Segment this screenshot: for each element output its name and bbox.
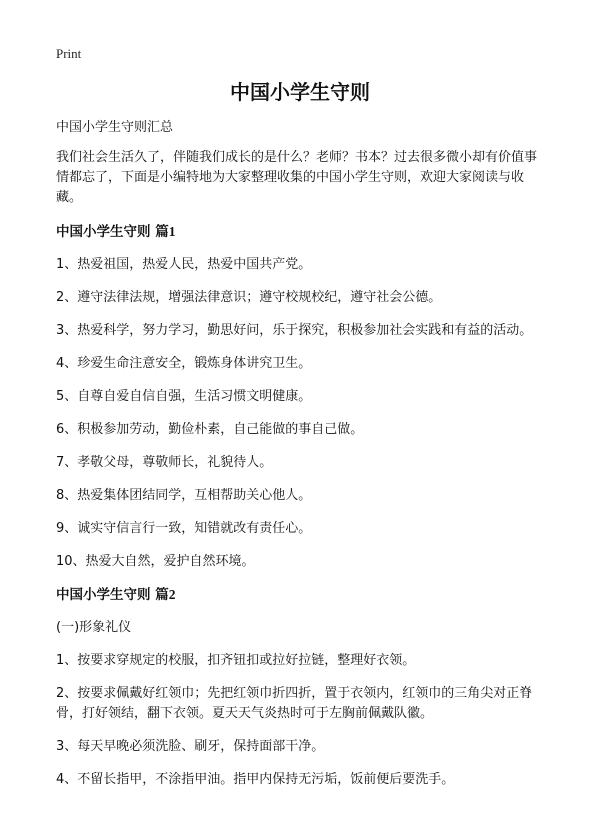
article-body <box>56 118 548 803</box>
section-1-heading <box>56 222 548 242</box>
rule-item: 2、按要求佩戴好红领巾；先把红领巾折四折，置于衣领内，红领巾的三角尖对正脊骨，打好领结，翻下衣领。夏天天气炎热时可于左胸前佩戴队徽。 <box>56 686 533 721</box>
page-title: 中国小学生守则 <box>230 80 370 104</box>
print-link[interactable]: Print <box>56 46 82 61</box>
section-2-heading-number: 2 <box>168 587 176 602</box>
section-1-heading-text: 中国小学生守则 篇 <box>56 224 169 240</box>
section-2 <box>56 585 548 790</box>
rule-item: 1、热爱祖国，热爱人民，热爱中国共产党。 <box>56 257 312 272</box>
intro-paragraph: 我们社会生活久了，伴随我们成长的是什么？老师？书本？过去很多微小却有价值事情都忘了，下面是小编特地为大家整理收集的中国小学生守则，欢迎大家阅读与收藏。 <box>56 150 538 205</box>
section-2-heading <box>56 585 548 605</box>
rule-item: 5、自尊自爱自信自强，生活习惯文明健康。 <box>56 389 312 404</box>
rule-item: 4、不留长指甲，不涂指甲油。指甲内保持无污垢，饭前便后要洗手。 <box>56 772 455 787</box>
section-1 <box>56 222 548 572</box>
article-subtitle: 中国小学生守则汇总 <box>56 120 174 135</box>
rule-item: 4、珍爱生命注意安全，锻炼身体讲究卫生。 <box>56 356 312 371</box>
rule-item: 3、每天早晚必须洗脸、刷牙，保持面部干净。 <box>56 739 325 754</box>
rule-item: 1、按要求穿规定的校服，扣齐钮扣或拉好拉链，整理好衣领。 <box>56 653 416 668</box>
rule-item: 3、热爱科学，努力学习，勤思好问，乐于探究，积极参加社会实践和有益的活动。 <box>56 323 533 338</box>
rule-item: 8、热爱集体团结同学，互相帮助关心他人。 <box>56 488 312 503</box>
rule-item: 2、遵守法律法规，增强法律意识；遵守校规校纪，遵守社会公德。 <box>56 290 442 305</box>
section-2-heading-text: 中国小学生守则 篇 <box>56 587 169 603</box>
rule-item: 7、孝敬父母，尊敬师长，礼貌待人。 <box>56 455 273 470</box>
rule-item: 10、热爱大自然，爱护自然环境。 <box>56 554 255 569</box>
rule-item: 9、诚实守信言行一致，知错就改有责任心。 <box>56 521 312 536</box>
rule-item: 6、积极参加劳动，勤俭朴素，自己能做的事自己做。 <box>56 422 364 437</box>
section-1-heading-number: 1 <box>168 224 176 239</box>
section-2-subheading: (一)形象礼仪 <box>56 620 132 635</box>
